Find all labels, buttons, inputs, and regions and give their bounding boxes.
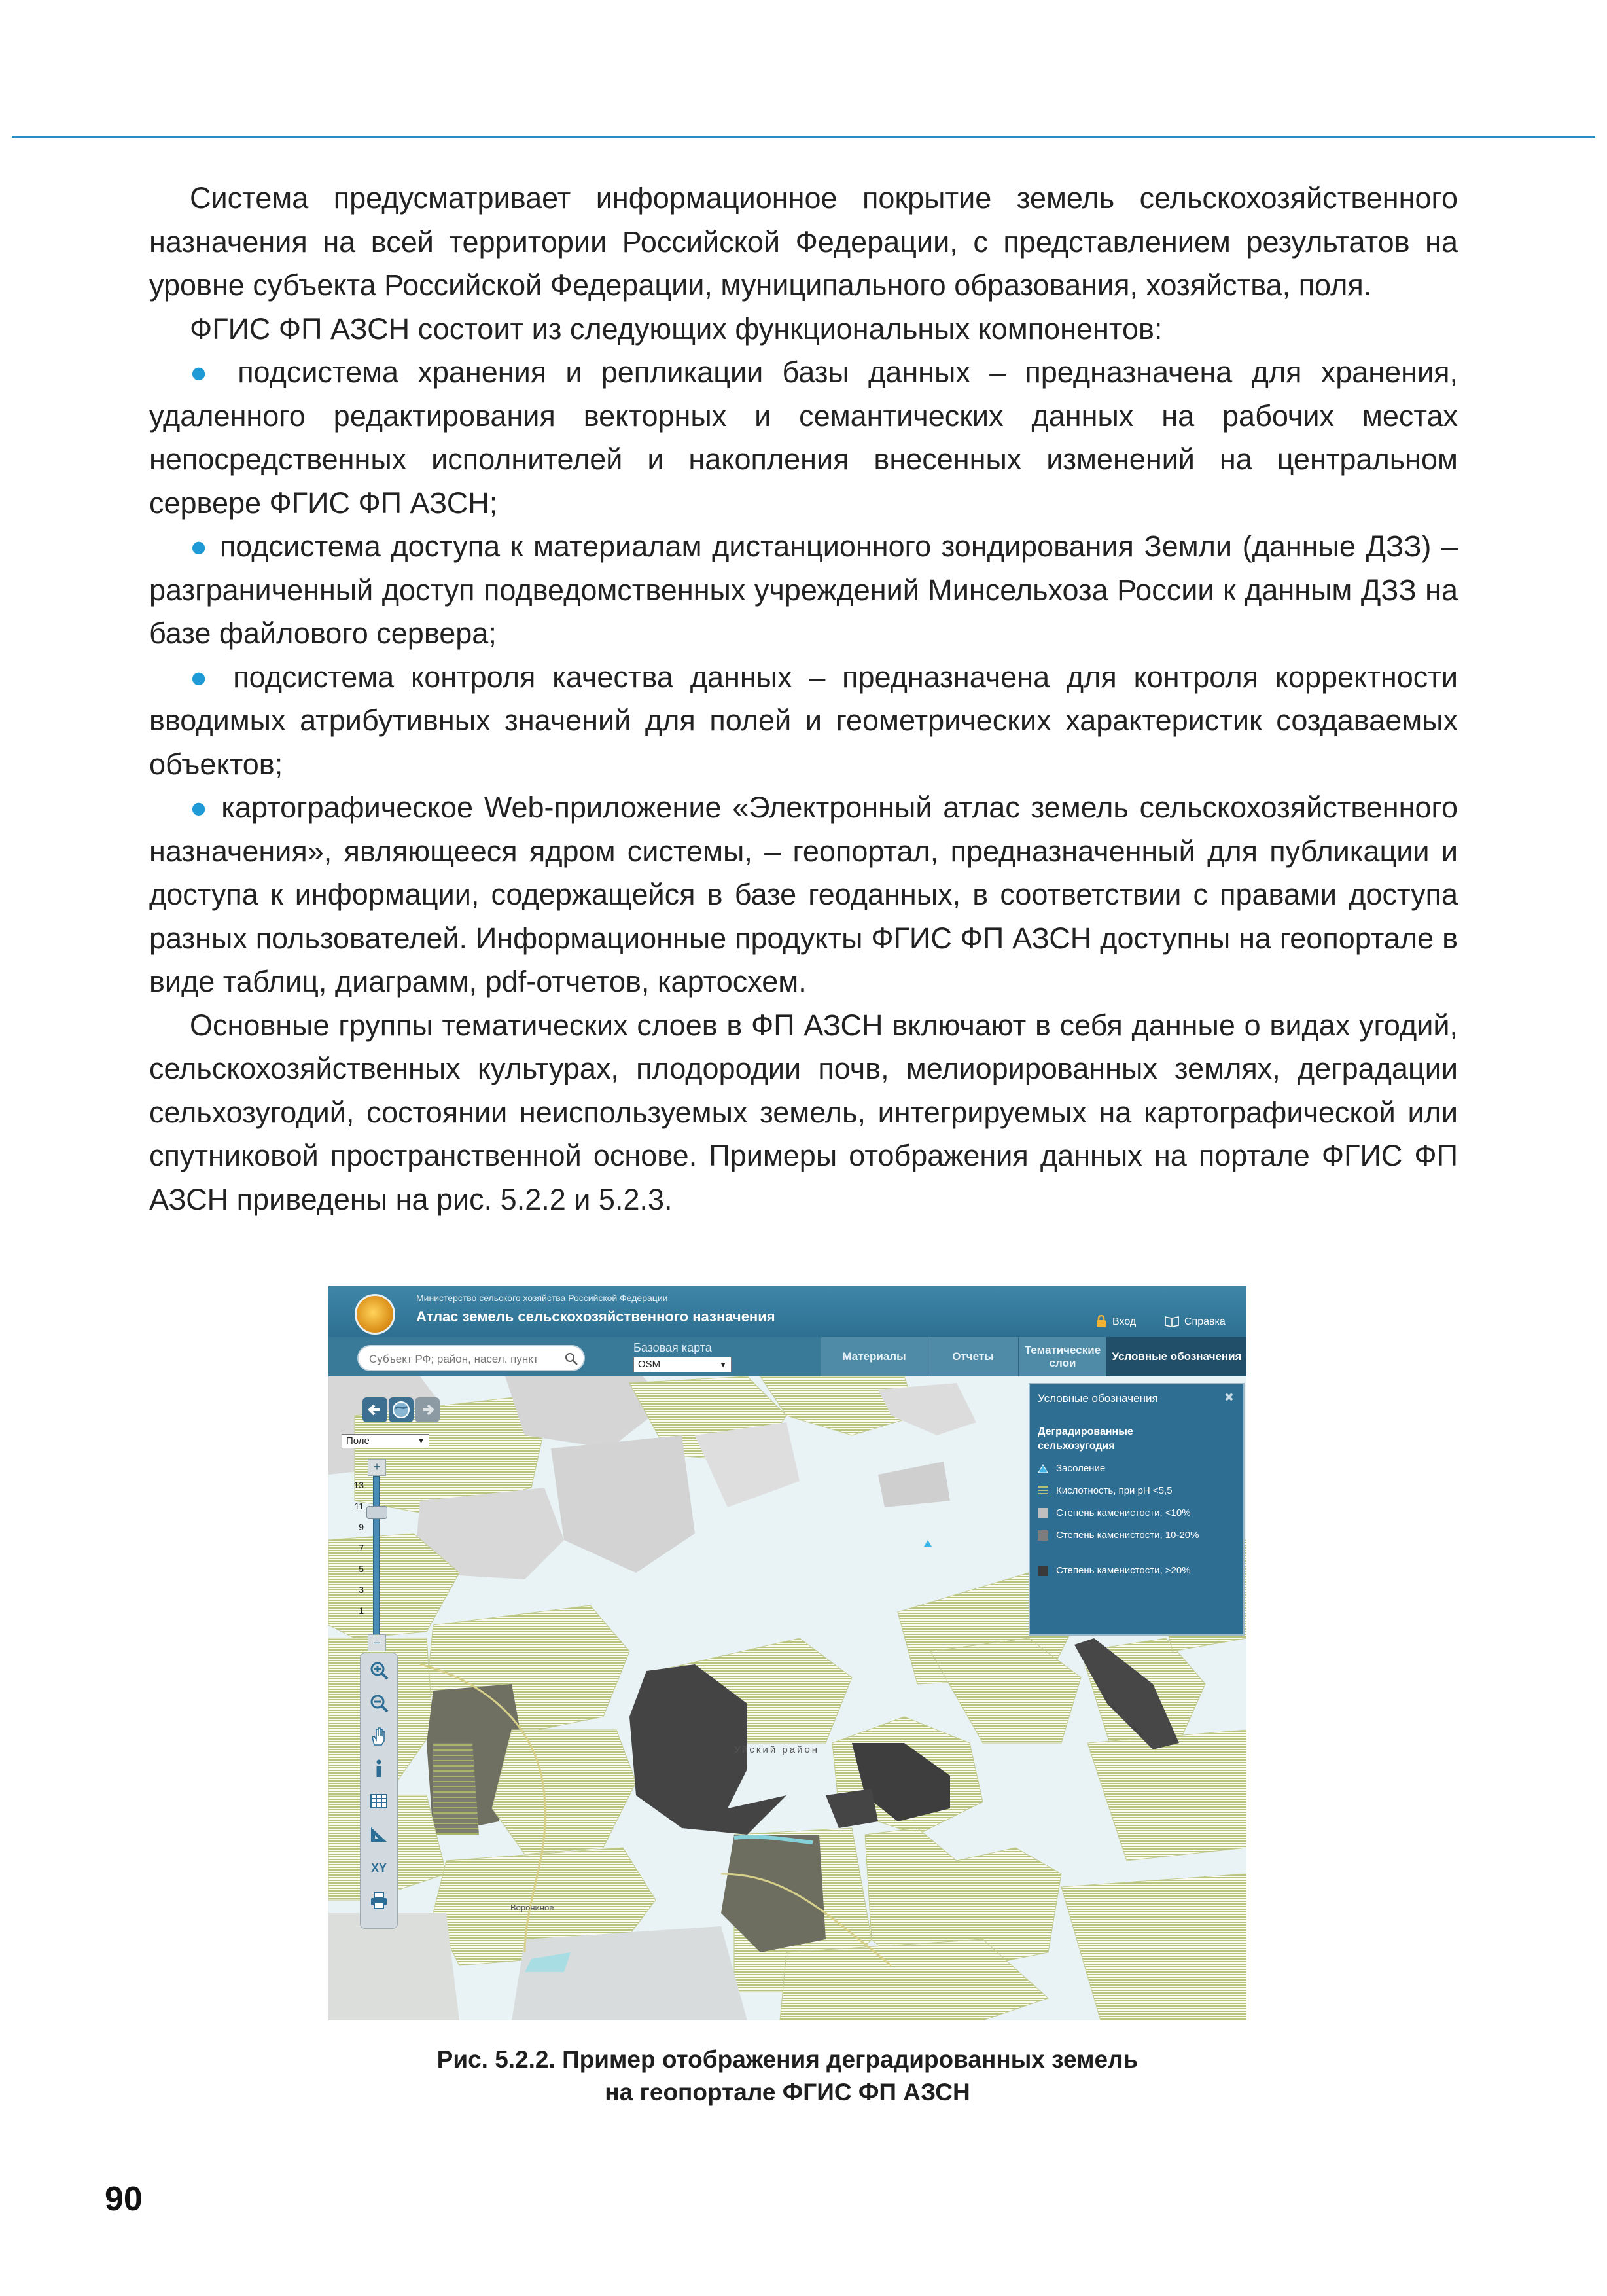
help-link[interactable]: Справка (1184, 1316, 1226, 1327)
legend-subtitle: Деградированные сельхозугодия (1038, 1426, 1133, 1452)
app-title: Атлас земель сельскохозяйственного назначения (416, 1308, 775, 1325)
zoom-out-icon[interactable] (368, 1693, 389, 1713)
legend-label: Степень каменистости, >20% (1056, 1565, 1191, 1576)
map-parcel (433, 1743, 479, 1835)
swatch-icon (1038, 1508, 1048, 1518)
swatch-icon (1038, 1566, 1048, 1576)
info-icon[interactable] (368, 1758, 389, 1779)
tab-materials[interactable]: Материалы (821, 1337, 927, 1376)
header-rule (12, 136, 1595, 138)
book-icon (1165, 1315, 1179, 1328)
zoom-tick: 11 (354, 1501, 364, 1511)
bullet-icon: ● (190, 791, 211, 824)
map-tools-panel (360, 1653, 398, 1929)
map-parcel (328, 1913, 459, 2020)
pan-hand-icon[interactable] (368, 1725, 389, 1746)
zoom-slider-minus[interactable]: – (368, 1634, 386, 1651)
legend-panel (1029, 1383, 1245, 1636)
search-icon[interactable] (564, 1352, 578, 1366)
body-text (149, 177, 1458, 1221)
tab-thematic-layers[interactable]: Тематические слои (1018, 1337, 1106, 1376)
page-number: 90 (105, 2180, 143, 2218)
zoom-slider-handle[interactable] (366, 1506, 387, 1519)
ministry-logo-icon (355, 1294, 395, 1335)
chevron-down-icon: ▼ (417, 1437, 425, 1445)
measure-icon[interactable] (368, 1823, 389, 1844)
close-icon[interactable]: ✖ (1224, 1391, 1234, 1404)
swatch-icon (1038, 1530, 1048, 1541)
print-icon[interactable] (368, 1890, 389, 1911)
caption-line-1: Рис. 5.2.2. Пример отображения деградированных земель (436, 2046, 1139, 2073)
paragraph-2: ФГИС ФП АЗСН состоит из следующих функциональных компонентов: (190, 312, 1163, 346)
zoom-tick: 7 (359, 1543, 364, 1553)
zoom-tick: 1 (359, 1605, 364, 1616)
search-input[interactable] (368, 1351, 567, 1368)
globe-icon[interactable] (389, 1397, 414, 1422)
legend-label: Засоление (1056, 1463, 1106, 1474)
hatch-swatch-icon (1038, 1486, 1048, 1496)
geoportal-screenshot (328, 1286, 1246, 2020)
map-parcel (512, 1926, 747, 2020)
map-label-settlement: Ворониное (510, 1903, 554, 1912)
legend-item (1038, 1565, 1234, 1577)
legend-label: Кислотность, при pH <5,5 (1056, 1485, 1173, 1496)
zoom-in-icon[interactable] (368, 1660, 389, 1681)
legend-item (1038, 1463, 1234, 1475)
back-arrow-icon[interactable] (362, 1397, 387, 1422)
salinity-triangle-icon (1038, 1463, 1048, 1474)
legend-item (1038, 1530, 1234, 1541)
basemap-value: OSM (638, 1359, 661, 1370)
app-toolbar (328, 1337, 1246, 1376)
legend-title: Условные обозначения (1038, 1392, 1158, 1405)
figure-caption (328, 2043, 1246, 2109)
forward-arrow-icon[interactable] (415, 1397, 440, 1422)
bullet-item-1 (149, 351, 1458, 525)
tab-legend[interactable]: Условные обозначения (1106, 1337, 1246, 1376)
legend-label: Степень каменистости, 10-20% (1056, 1530, 1199, 1541)
legend-label: Степень каменистости, <10% (1056, 1507, 1191, 1518)
bullet-text: подсистема контроля качества данных – предназначена для контроля корректности вводимых атрибутивных значений для полей и геометрических характеристик создаваемых объектов; (149, 660, 1458, 781)
bullet-item-3 (149, 656, 1458, 787)
zoom-tick: 5 (359, 1564, 364, 1574)
legend-item (1038, 1485, 1234, 1497)
chevron-down-icon: ▼ (719, 1360, 727, 1369)
closing-paragraph: Основные группы тематических слоев в ФП АЗСН включают в себя данные о видах угодий, сельскохозяйственных культурах, плодородии почв, мелиорированных землях, деградации сельхозугодий, состоянии неиспользуемых земель, интегрируемых на картографической или спутниковой пространственной основе. Примеры отображения данных на портале ФГИС ФП АЗСН приведены на рис. 5.2.2 и 5.2.3. (149, 1008, 1458, 1216)
bullet-item-2 (149, 525, 1458, 656)
map-label-district: Уйский район (734, 1744, 820, 1755)
app-org: Министерство сельского хозяйства Российской Федерации (416, 1293, 668, 1303)
xy-icon[interactable]: XY (370, 1861, 387, 1874)
basemap-select[interactable] (633, 1357, 732, 1372)
zoom-slider-plus[interactable]: + (368, 1459, 386, 1476)
bullet-item-4 (149, 786, 1458, 1004)
lock-icon (1095, 1315, 1107, 1328)
zoom-slider[interactable] (373, 1476, 380, 1636)
basemap-label: Базовая карта (633, 1341, 712, 1354)
app-header (328, 1286, 1246, 1337)
search-box[interactable] (357, 1345, 585, 1371)
legend-item (1038, 1507, 1234, 1519)
paragraph-1: Система предусматривает информационное покрытие земель сельскохозяйственного назначения на всей территории Российской Федерации, с представлением результатов на уровне субъекта Российской Федерации, муниципального образования, хозяйства, поля. (149, 181, 1458, 302)
tab-reports[interactable]: Отчеты (927, 1337, 1019, 1376)
bullet-text: картографическое Web-приложение «Электронный атлас земель сельскохозяйственного назначения», являющееся ядром системы, – геопортал, предназначенный для публикации и доступа к информации, содержащейся в базе геоданных, в соответствии с правами доступа разных пользователей. Информационные продукты ФГИС ФП АЗСН доступны на геопортале в виде таблиц, диаграмм, pdf-отчетов, картосхем. (149, 791, 1458, 998)
bullet-text: подсистема доступа к материалам дистанционного зондирования Земли (данные ДЗЗ) – разграниченный доступ подведомственных учреждений Минсельхоза России к данным ДЗЗ на базе файлового сервера; (149, 529, 1458, 650)
zoom-tick: 9 (359, 1522, 364, 1532)
caption-line-2: на геопортале ФГИС ФП АЗСН (605, 2079, 970, 2106)
layer-value: Поле (346, 1435, 370, 1446)
bullet-icon: ● (190, 660, 217, 694)
zoom-tick: 13 (353, 1480, 364, 1490)
layer-select[interactable] (342, 1434, 429, 1448)
bullet-icon: ● (190, 529, 210, 563)
zoom-tick: 3 (359, 1585, 364, 1595)
login-link[interactable]: Вход (1112, 1316, 1137, 1327)
bullet-icon: ● (190, 355, 219, 389)
table-icon[interactable] (368, 1791, 389, 1812)
bullet-text: подсистема хранения и репликации базы данных – предназначена для хранения, удаленного редактирования векторных и семантических данных на рабочих местах непосредственных исполнителей и накопления внесенных изменений на центральном сервере ФГИС ФП АЗСН; (149, 355, 1458, 520)
